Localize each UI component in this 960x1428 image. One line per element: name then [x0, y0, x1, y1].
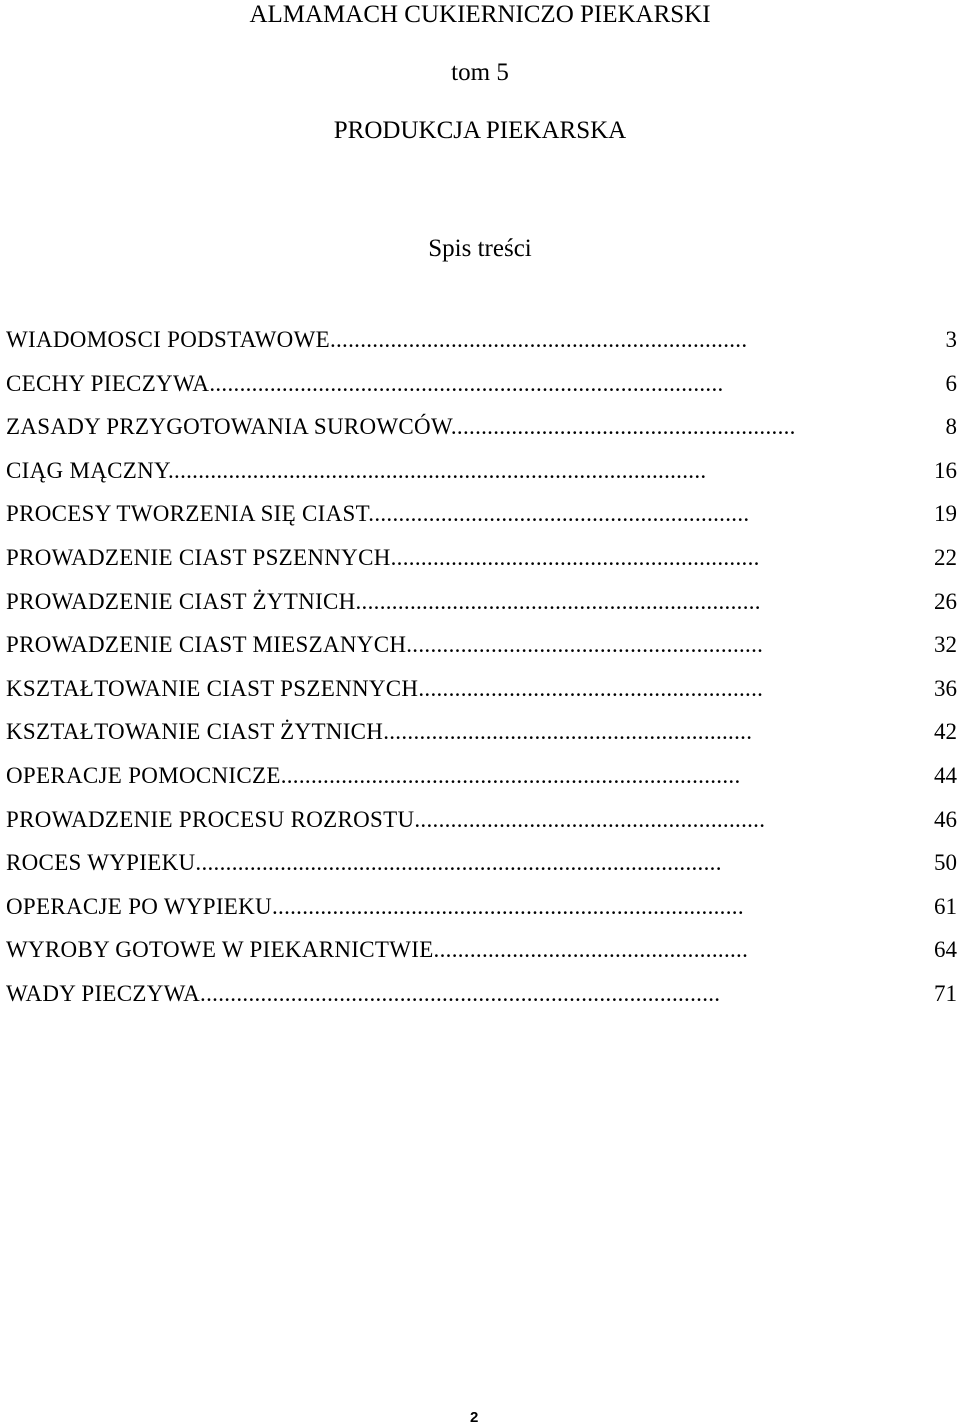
- toc-entry-page: 3: [945, 327, 957, 352]
- toc-entry[interactable]: [6, 932, 957, 976]
- toc-entry[interactable]: [6, 540, 957, 584]
- toc-entry[interactable]: [6, 976, 957, 1020]
- toc-entry-page: 50: [934, 850, 957, 876]
- toc-entry-title: PROWADZENIE PROCESU ROZROSTU..........................................................: [6, 806, 766, 832]
- toc-entry-title: CIĄG MĄCZNY.........................................................................................: [6, 457, 707, 483]
- toc-entry-page: 42: [934, 719, 957, 745]
- toc-entry-page: 6: [945, 370, 957, 396]
- toc-heading: Spis treści: [428, 235, 532, 262]
- toc-entry[interactable]: [6, 496, 957, 540]
- toc-entry-page: 71: [934, 980, 957, 1006]
- toc-entry-page: 16: [934, 457, 957, 483]
- toc-entry-title: PROWADZENIE CIAST ŻYTNICH...................................................................: [6, 588, 761, 614]
- toc-entry-title: OPERACJE POMOCNICZE............................................................................: [6, 762, 741, 788]
- toc-entry-page: 22: [934, 544, 957, 570]
- toc-entry-title: WYROBY GOTOWE W PIEKARNICTWIE....................................................: [6, 937, 749, 963]
- table-of-contents: [6, 322, 957, 1020]
- toc-entry-title: KSZTAŁTOWANIE CIAST ŻYTNICH.............................................................: [6, 719, 753, 745]
- toc-entry-page: 19: [934, 501, 957, 527]
- toc-entry-title: ROCES WYPIEKU.......................................................................................: [6, 850, 722, 876]
- toc-entry[interactable]: [6, 845, 957, 889]
- page-number: 2: [470, 1409, 479, 1426]
- document-volume: tom 5: [451, 59, 509, 86]
- toc-entry-page: 32: [934, 632, 957, 658]
- toc-entry-page: 61: [934, 893, 957, 919]
- toc-entry[interactable]: [6, 802, 957, 846]
- toc-entry-page: 26: [934, 588, 957, 614]
- toc-entry[interactable]: [6, 627, 957, 671]
- toc-entry-page: 44: [934, 762, 957, 788]
- toc-entry[interactable]: [6, 453, 957, 497]
- toc-entry-title: PROWADZENIE CIAST PSZENNYCH.............................................................: [6, 544, 760, 570]
- toc-entry-title: PROWADZENIE CIAST MIESZANYCH...........................................................: [6, 632, 764, 658]
- document-subtitle: PRODUKCJA PIEKARSKA: [333, 117, 627, 144]
- toc-entry-page: 64: [934, 937, 957, 963]
- toc-entry[interactable]: [6, 889, 957, 933]
- toc-entry-page: 46: [934, 806, 957, 832]
- toc-entry[interactable]: [6, 758, 957, 802]
- document-title: ALMAMACH CUKIERNICZO PIEKARSKI: [249, 1, 711, 28]
- toc-entry-title: OPERACJE PO WYPIEKU..............................................................................: [6, 893, 744, 919]
- toc-entry[interactable]: [6, 366, 957, 410]
- toc-entry[interactable]: [6, 409, 957, 453]
- toc-entry[interactable]: [6, 322, 957, 366]
- toc-entry-title: KSZTAŁTOWANIE CIAST PSZENNYCH.........................................................: [6, 675, 764, 701]
- toc-entry-title: PROCESY TWORZENIA SIĘ CIAST...............................................................: [6, 501, 750, 527]
- toc-entry[interactable]: [6, 671, 957, 715]
- toc-entry-title: WIADOMOSCI PODSTAWOWE.....................................................................: [6, 327, 748, 352]
- toc-entry[interactable]: [6, 584, 957, 628]
- toc-entry-title: ZASADY PRZYGOTOWANIA SUROWCÓW.........................................................: [6, 414, 796, 440]
- toc-entry-title: WADY PIECZYWA......................................................................................: [6, 980, 721, 1006]
- toc-entry[interactable]: [6, 714, 957, 758]
- toc-entry-page: 36: [934, 675, 957, 701]
- toc-entry-page: 8: [945, 414, 957, 440]
- toc-entry-title: CECHY PIECZYWA.....................................................................................: [6, 370, 724, 396]
